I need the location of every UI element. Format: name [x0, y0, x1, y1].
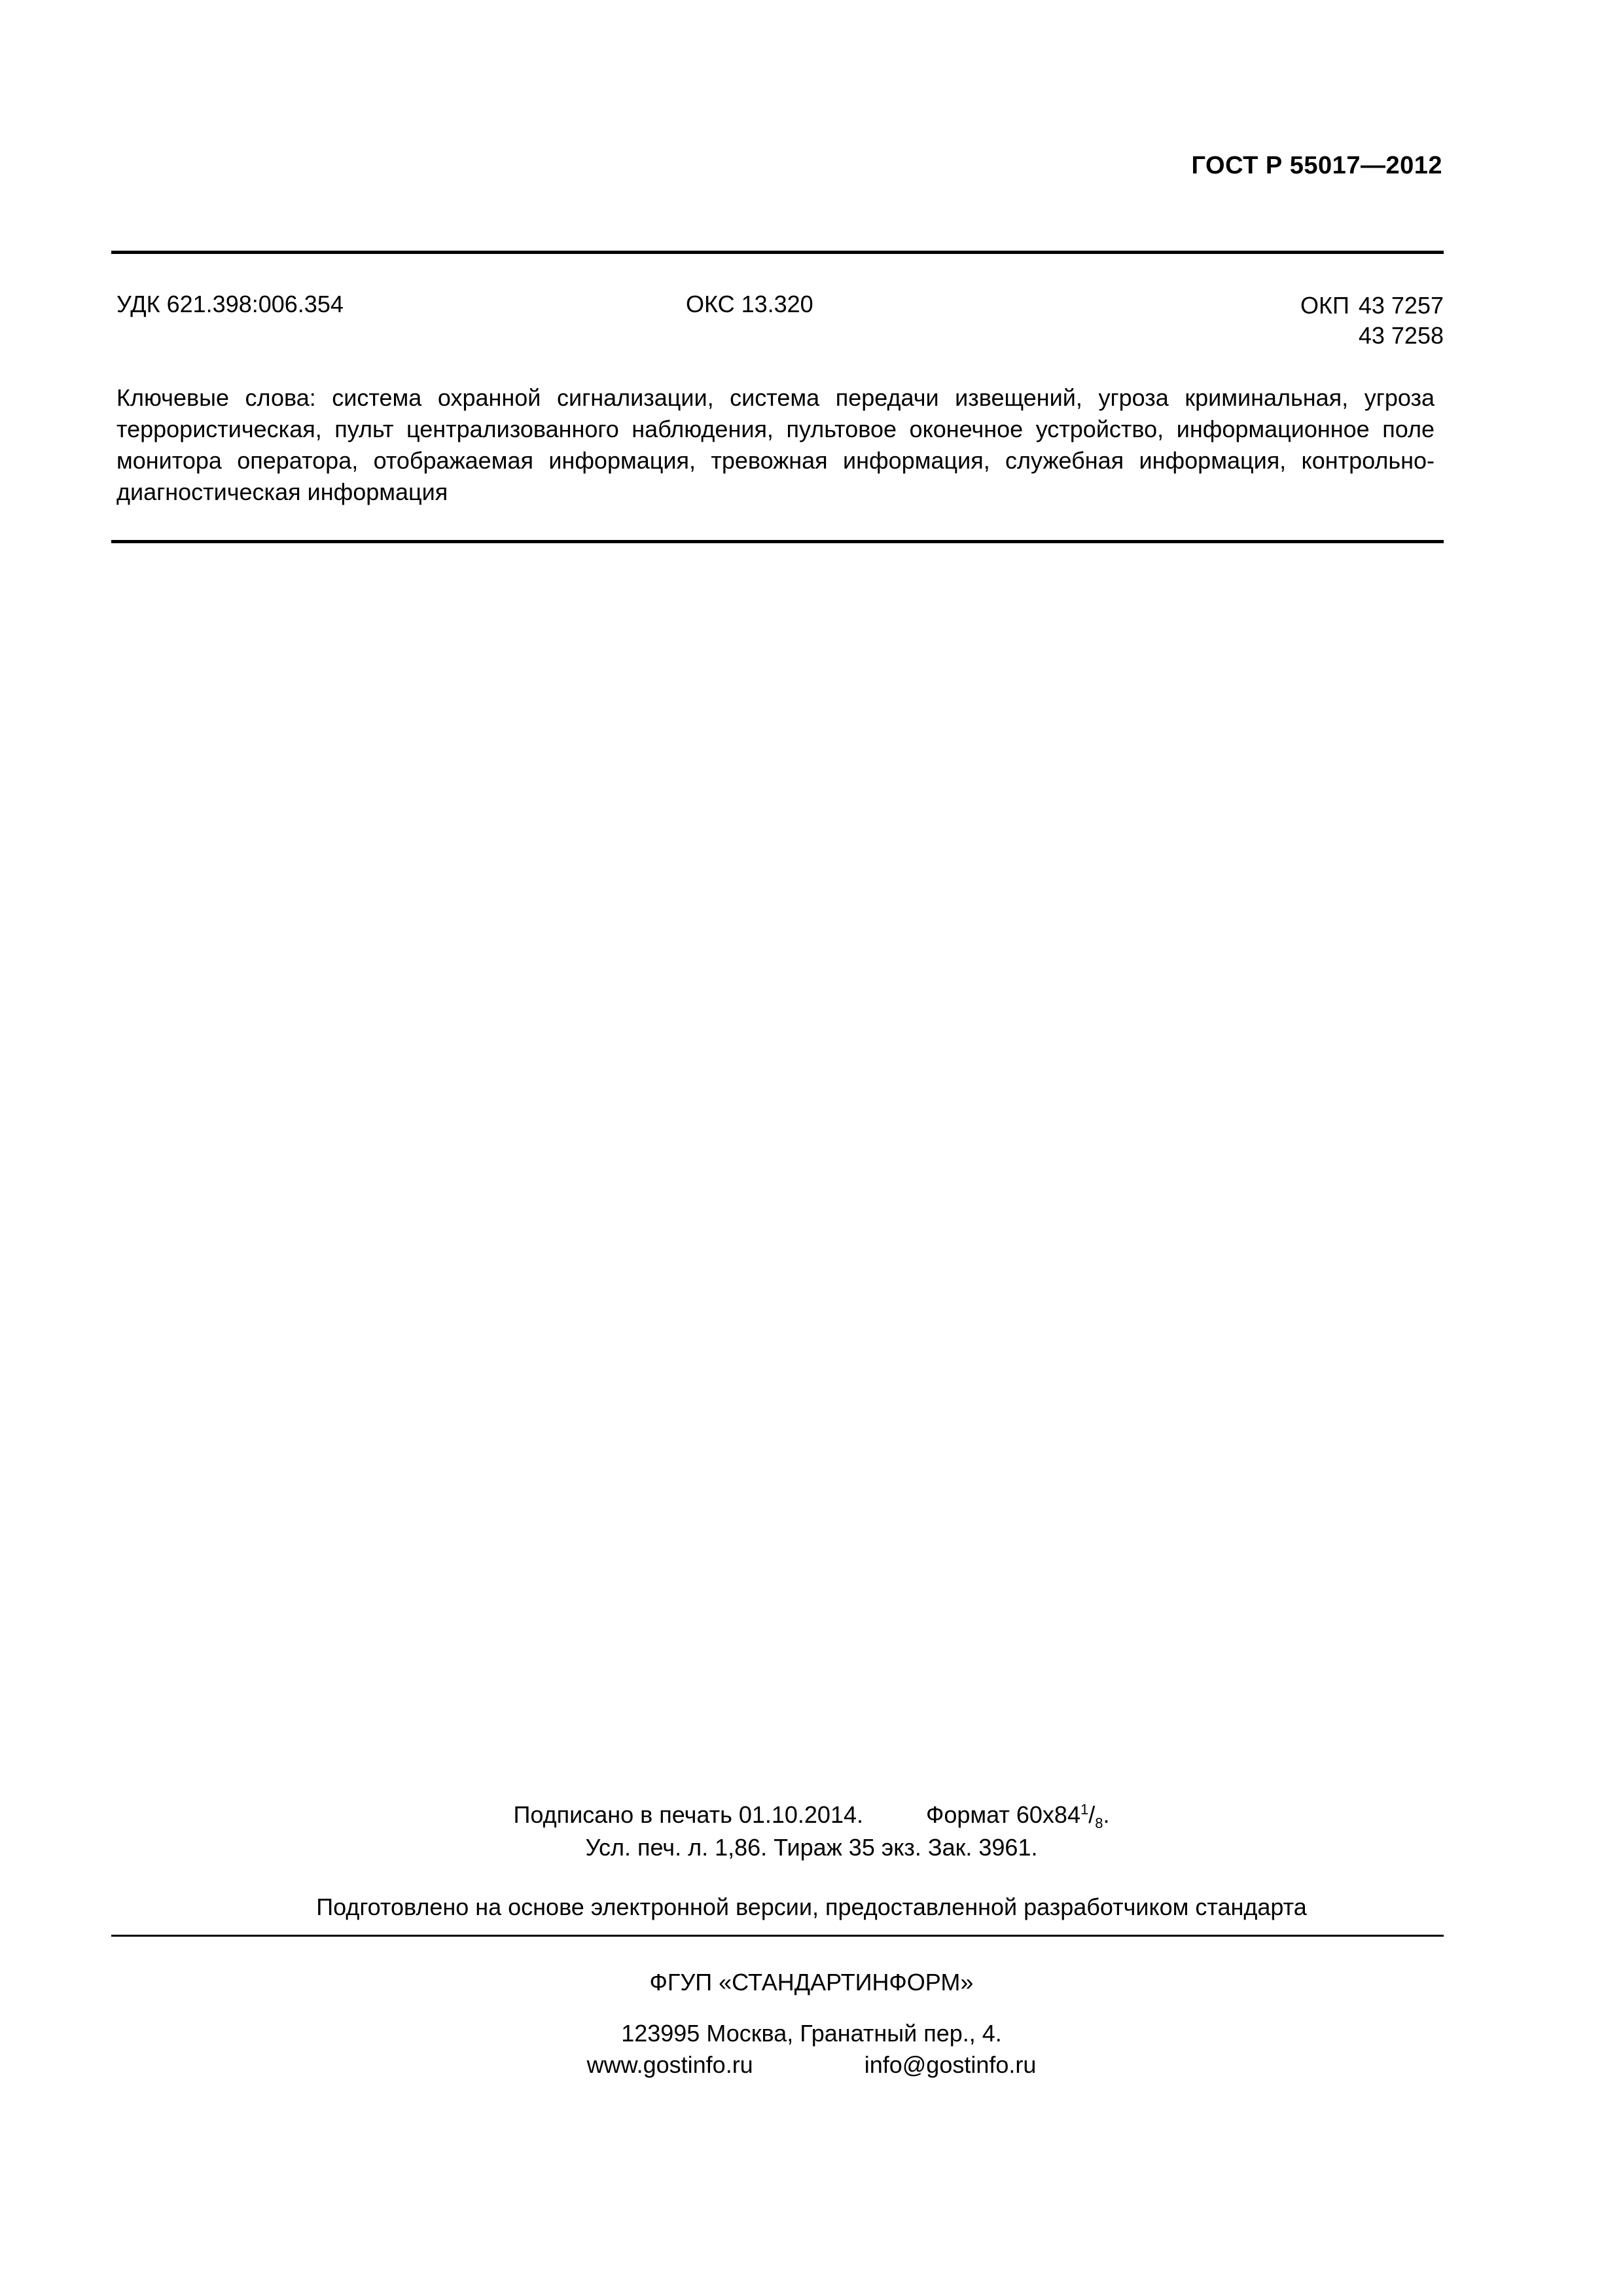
- signed-for-print: Подписано в печать 01.10.2014.: [513, 1801, 863, 1828]
- print-details: Усл. печ. л. 1,86. Тираж 35 экз. Зак. 3961.: [585, 1834, 1038, 1861]
- imprint-block: [0, 1799, 1623, 1864]
- keywords-paragraph: Ключевые слова: система охранной сигнализации, система передачи извещений, угроза криминальная, угроза террористическая, пульт централизованного наблюдения, пультовое оконечное устройство, информационное поле монитора оператора, отображаемая информация, тревожная информация, служебная информация, контрольно-диагностическая информация: [116, 384, 1435, 505]
- okp-code-2: 43 7258: [1358, 322, 1444, 349]
- publisher-name: ФГУП «СТАНДАРТИНФОРМ»: [649, 1969, 974, 1996]
- contact-line: [0, 2049, 1623, 2081]
- publisher-address: 123995 Москва, Гранатный пер., 4.: [621, 2020, 1002, 2047]
- imprint-line-1: Подписано в печать 01.10.2014. Формат $60х84^1/_8$.: [513, 1801, 1110, 1832]
- okp-line-1: [1300, 291, 1444, 321]
- bottom-rule: [111, 1935, 1444, 1937]
- website-link[interactable]: www.gostinfo.ru: [586, 2051, 753, 2078]
- basis-note: Подготовлено на основе электронной версии, предоставленной разработчиком стандарта: [316, 1893, 1307, 1920]
- top-rule: [111, 251, 1444, 254]
- standard-number: ГОСТ Р 55017—2012: [1191, 152, 1442, 179]
- keywords-rule: [111, 540, 1444, 543]
- format-numerator: 1: [1080, 1801, 1089, 1818]
- oks-code: ОКС 13.320: [686, 291, 813, 317]
- format-label: Формат 60х84: [926, 1801, 1080, 1828]
- udk-code: УДК 621.398:006.354: [116, 291, 344, 317]
- okp-block: [1300, 291, 1444, 351]
- okp-label: ОКП: [1300, 292, 1349, 319]
- format-end: .: [1103, 1801, 1110, 1828]
- okp-code-1: 43 7257: [1358, 292, 1444, 319]
- publisher-contacts: [0, 2018, 1623, 2081]
- format-denominator: 8: [1095, 1815, 1103, 1832]
- email-link[interactable]: info@gostinfo.ru: [864, 2051, 1037, 2078]
